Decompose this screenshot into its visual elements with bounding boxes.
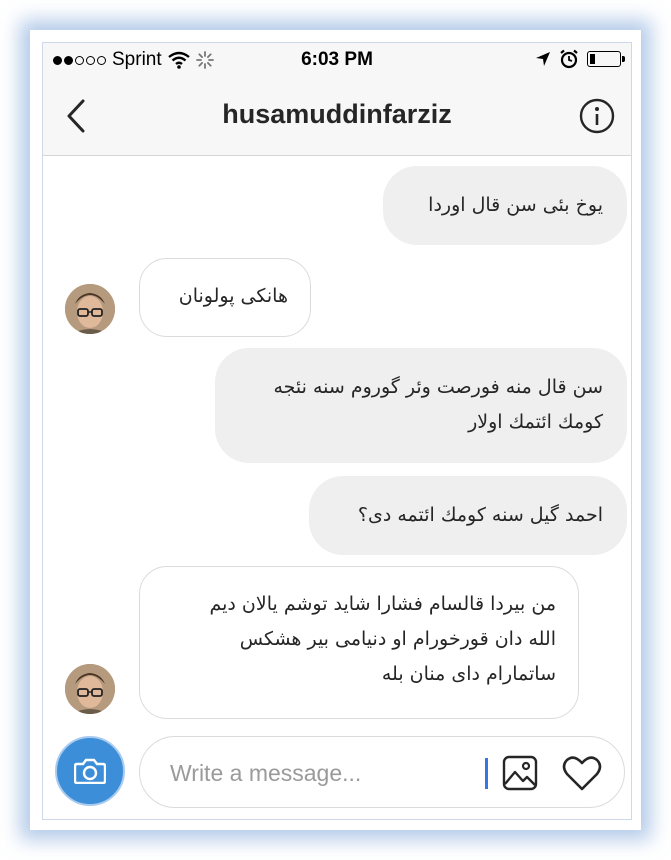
- avatar-photo: [65, 284, 115, 334]
- message-input-container[interactable]: [139, 736, 625, 808]
- message-text: هانکی پولونان: [178, 285, 288, 307]
- heart-icon[interactable]: [562, 754, 602, 792]
- message-text: الله دان قورخورام او دنیامی بیر هشکس: [239, 628, 556, 650]
- alarm-clock-icon: [559, 49, 579, 69]
- carrier-name: Sprint: [112, 49, 162, 70]
- message-bubble-outgoing[interactable]: [383, 166, 627, 245]
- message-text: یوخ بئی سن قال اوردا: [428, 194, 603, 216]
- avatar[interactable]: [65, 664, 115, 714]
- message-text: سن قال منه فورصت وئر گوروم سنه نئجه: [273, 376, 603, 398]
- text-cursor: [485, 758, 488, 789]
- message-text: من بیردا قالسام فشارا شاید توشم یالان دیم: [209, 593, 556, 615]
- status-bar: [43, 43, 631, 77]
- message-text: کومك ائتمك اولار: [468, 411, 603, 433]
- message-input[interactable]: [168, 755, 482, 791]
- status-time: 6:03 PM: [301, 49, 373, 70]
- message-composer: [43, 733, 631, 819]
- message-thread[interactable]: [43, 156, 631, 733]
- location-arrow-icon: [535, 51, 551, 67]
- message-bubble-incoming[interactable]: [139, 258, 311, 337]
- conversation-title[interactable]: husamuddinfarziz: [222, 99, 452, 129]
- message-text: احمد گیل سنه کومك ائتمه دی؟: [357, 504, 603, 526]
- chat-header: [43, 77, 631, 156]
- avatar[interactable]: [65, 284, 115, 334]
- status-right: [535, 49, 621, 69]
- message-bubble-outgoing[interactable]: [215, 348, 627, 463]
- camera-button[interactable]: [55, 736, 125, 806]
- message-bubble-incoming[interactable]: [139, 566, 579, 719]
- battery-fill: [590, 54, 595, 64]
- camera-icon: [74, 758, 106, 784]
- message-bubble-outgoing[interactable]: [309, 476, 627, 555]
- phone-screen: [42, 42, 632, 820]
- avatar-photo: [65, 664, 115, 714]
- image-gallery-icon[interactable]: [502, 755, 538, 791]
- info-circle-icon[interactable]: [579, 98, 615, 134]
- message-text: ساتمارام دای منان بله: [381, 663, 556, 685]
- battery-icon: [587, 51, 621, 67]
